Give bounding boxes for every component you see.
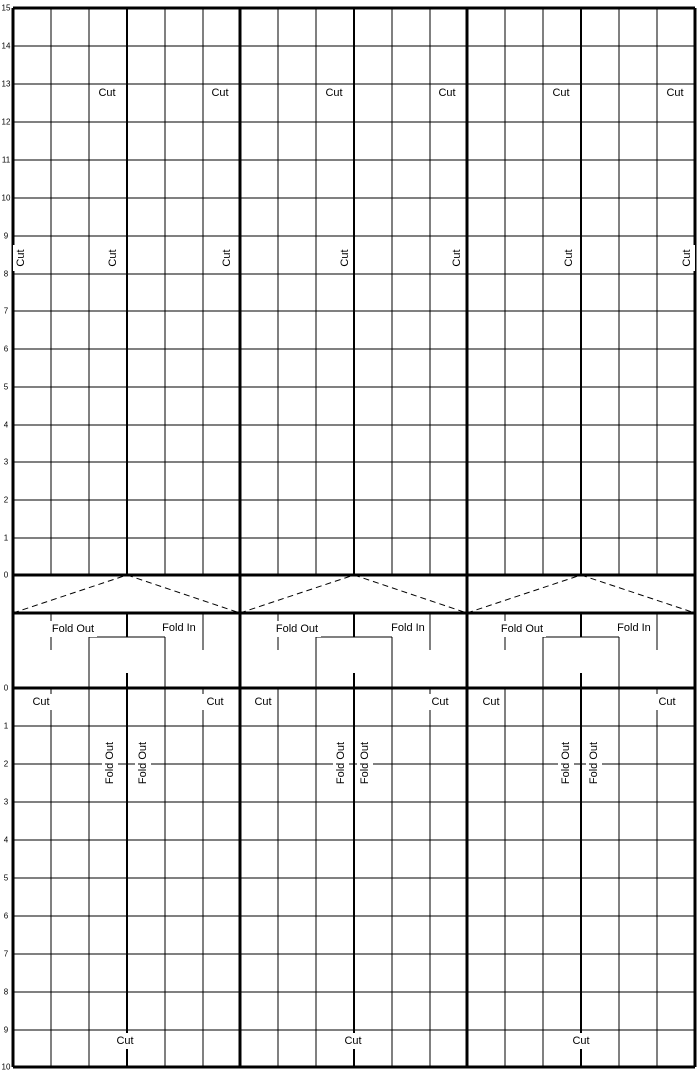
fold-dashed-line: [240, 575, 354, 613]
scale-label-top: 7: [3, 306, 9, 316]
tab-window: [544, 638, 618, 672]
scale-label-top: 6: [3, 344, 9, 354]
fold-out-label-vertical: Fold Out: [588, 741, 600, 785]
fold-out-label-vertical: Fold Out: [359, 741, 371, 785]
scale-label-bottom: 10: [1, 1062, 11, 1072]
fold-in-label: Fold In: [162, 622, 196, 634]
scale-label-top: 9: [3, 231, 9, 241]
scale-label-top: 4: [3, 420, 9, 430]
cut-label: Cut: [344, 1035, 362, 1047]
fold-dashed-line: [581, 575, 695, 613]
cut-label: Cut: [98, 87, 116, 99]
cut-label: Cut: [482, 696, 500, 708]
scale-label-bottom: 4: [3, 835, 9, 845]
cut-label: Cut: [116, 1035, 134, 1047]
cut-label: Cut: [572, 1035, 590, 1047]
scale-label-top: 11: [1, 155, 11, 165]
scale-label-bottom: 3: [3, 797, 9, 807]
fold-out-label-vertical: Fold Out: [335, 741, 347, 785]
cut-label: Cut: [431, 696, 449, 708]
fold-dashed-line: [467, 575, 581, 613]
scale-label-bottom: 1: [3, 721, 9, 731]
tab-window: [317, 638, 391, 672]
cut-label: Cut: [325, 87, 343, 99]
cut-label: Cut: [658, 696, 676, 708]
scale-label-top: 14: [1, 41, 11, 51]
fold-out-label-vertical: Fold Out: [104, 741, 116, 785]
scale-label-top: 3: [3, 457, 9, 467]
cut-label: Cut: [206, 696, 224, 708]
cut-label-vertical: Cut: [15, 249, 27, 267]
scale-label-bottom: 0: [3, 683, 9, 693]
fold-in-label: Fold In: [617, 622, 651, 634]
fold-out-label-vertical: Fold Out: [560, 741, 572, 785]
fold-dashed-line: [127, 575, 240, 613]
cut-label-vertical: Cut: [339, 249, 351, 267]
scale-label-top: 2: [3, 495, 9, 505]
scale-label-bottom: 9: [3, 1025, 9, 1035]
cut-label-vertical: Cut: [451, 249, 463, 267]
fold-dashed-line: [354, 575, 467, 613]
cut-label-vertical: Cut: [107, 249, 119, 267]
fold-in-label: Fold In: [391, 622, 425, 634]
scale-label-bottom: 7: [3, 949, 9, 959]
scale-label-top: 10: [1, 193, 11, 203]
scale-label-top: 15: [1, 3, 11, 13]
scale-label-bottom: 5: [3, 873, 9, 883]
scale-label-top: 13: [1, 79, 11, 89]
fold-out-label-vertical: Fold Out: [137, 741, 149, 785]
fold-dashed-line: [13, 575, 127, 613]
tab-window: [90, 638, 164, 672]
scale-label-top: 5: [3, 382, 9, 392]
cut-label: Cut: [211, 87, 229, 99]
fold-out-label: Fold Out: [500, 623, 544, 635]
cut-label: Cut: [666, 87, 684, 99]
scale-label-bottom: 6: [3, 911, 9, 921]
scale-label-bottom: 8: [3, 987, 9, 997]
scale-label-top: 1: [3, 533, 9, 543]
scale-label-top: 12: [1, 117, 11, 127]
cut-label: Cut: [254, 696, 272, 708]
cut-label-vertical: Cut: [681, 249, 693, 267]
cut-label: Cut: [32, 696, 50, 708]
cut-label: Cut: [438, 87, 456, 99]
cut-label: Cut: [552, 87, 570, 99]
cut-label-vertical: Cut: [563, 249, 575, 267]
fold-out-label: Fold Out: [51, 623, 95, 635]
scale-label-top: 0: [3, 570, 9, 580]
cut-label-vertical: Cut: [221, 249, 233, 267]
scale-label-bottom: 2: [3, 759, 9, 769]
fold-out-label: Fold Out: [275, 623, 319, 635]
scale-label-top: 8: [3, 269, 9, 279]
